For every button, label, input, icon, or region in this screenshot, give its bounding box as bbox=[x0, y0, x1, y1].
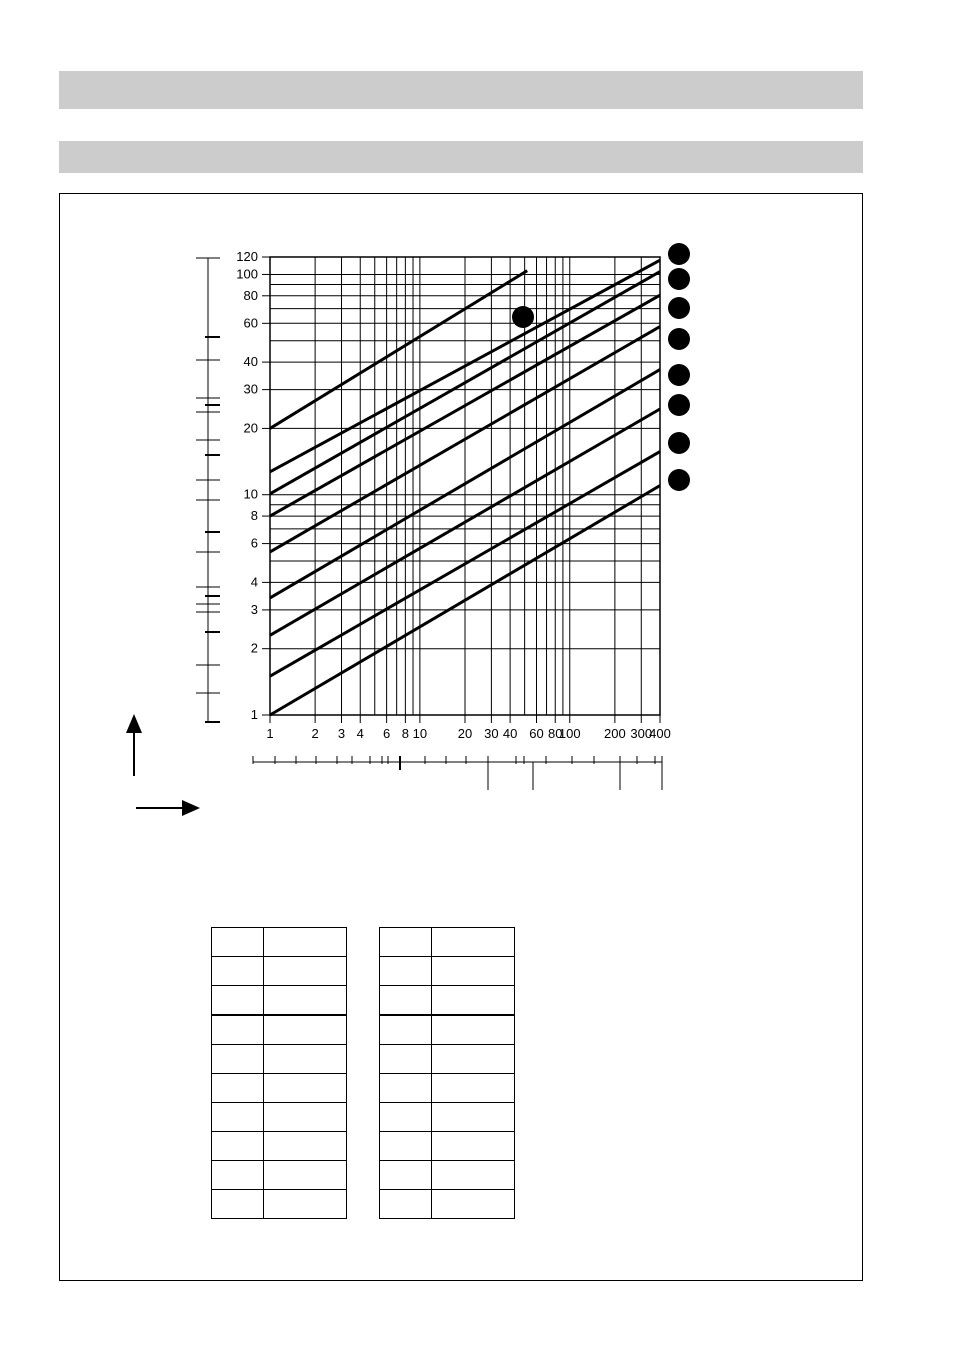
x-tick-label: 400 bbox=[649, 726, 671, 741]
x-tick-label: 1 bbox=[266, 726, 274, 741]
table-row bbox=[380, 1074, 515, 1103]
curve-marker-2 bbox=[668, 268, 690, 290]
table-row bbox=[380, 1161, 515, 1190]
table-row bbox=[212, 1045, 347, 1074]
table-cell bbox=[264, 1190, 347, 1219]
left-table bbox=[211, 927, 347, 1219]
y-tick-label: 8 bbox=[250, 508, 258, 524]
table-cell bbox=[212, 1161, 264, 1190]
x-tick-label: 100 bbox=[558, 726, 581, 741]
table-cell bbox=[264, 1074, 347, 1103]
y-tick-label: 120 bbox=[236, 249, 258, 264]
curve-marker-4 bbox=[668, 328, 690, 350]
y-tick-label: 4 bbox=[250, 574, 258, 590]
y-tick-label: 20 bbox=[243, 420, 258, 436]
y-tick-label: 3 bbox=[250, 601, 258, 617]
table-row bbox=[212, 1074, 347, 1103]
x-tick-label: 300 bbox=[630, 726, 653, 741]
table-row bbox=[212, 986, 347, 1016]
table-cell bbox=[212, 1103, 264, 1132]
table-cell bbox=[380, 1190, 432, 1219]
x-tick-label: 40 bbox=[502, 726, 518, 741]
table-row bbox=[380, 957, 515, 986]
table-cell bbox=[380, 1074, 432, 1103]
table-cell bbox=[380, 1045, 432, 1074]
y-tick-label: 80 bbox=[243, 287, 258, 303]
table-cell bbox=[264, 957, 347, 986]
table-row bbox=[380, 1103, 515, 1132]
table-row bbox=[380, 1015, 515, 1045]
table-cell bbox=[212, 986, 264, 1016]
y-axis bbox=[196, 249, 270, 722]
table-row bbox=[380, 1132, 515, 1161]
table-row bbox=[212, 928, 347, 957]
table-row bbox=[212, 1161, 347, 1190]
x-axis bbox=[253, 715, 671, 790]
x-tick-label: 3 bbox=[337, 726, 346, 741]
table-row bbox=[380, 1045, 515, 1074]
x-tick-label: 60 bbox=[529, 726, 544, 741]
x-tick-label: 10 bbox=[412, 726, 428, 741]
table-cell bbox=[380, 1103, 432, 1132]
table-cell bbox=[212, 1015, 264, 1045]
x-tick-label: 6 bbox=[383, 726, 391, 741]
table-cell bbox=[264, 928, 347, 957]
table-cell bbox=[264, 1161, 347, 1190]
table-row bbox=[212, 1103, 347, 1132]
y-tick-label: 10 bbox=[243, 486, 258, 502]
table-cell bbox=[432, 1103, 515, 1132]
table-cell bbox=[432, 1074, 515, 1103]
table-cell bbox=[380, 1132, 432, 1161]
table-row bbox=[212, 957, 347, 986]
table-cell bbox=[212, 957, 264, 986]
y-tick-label: 100 bbox=[236, 266, 258, 282]
x-tick-label: 4 bbox=[356, 726, 364, 741]
table-row bbox=[380, 1190, 515, 1219]
table-row bbox=[212, 1132, 347, 1161]
table-cell bbox=[264, 1045, 347, 1074]
table-cell bbox=[432, 1161, 515, 1190]
table-row bbox=[212, 1190, 347, 1219]
table-row bbox=[380, 986, 515, 1016]
table-cell bbox=[212, 928, 264, 957]
table-cell bbox=[432, 1015, 515, 1045]
table-row bbox=[212, 1015, 347, 1045]
table-cell bbox=[212, 1074, 264, 1103]
series-line-1 bbox=[270, 271, 527, 429]
table-cell bbox=[432, 1045, 515, 1074]
table-cell bbox=[432, 957, 515, 986]
axis-arrows bbox=[126, 714, 200, 816]
curve-marker-3 bbox=[668, 297, 690, 319]
x-tick-label: 8 bbox=[401, 726, 409, 741]
table-cell bbox=[432, 928, 515, 957]
table-cell bbox=[432, 1132, 515, 1161]
curve-marker-5 bbox=[668, 364, 690, 386]
table-cell bbox=[212, 1132, 264, 1161]
table-cell bbox=[432, 1190, 515, 1219]
y-tick-label: 1 bbox=[250, 707, 258, 722]
table-cell bbox=[432, 986, 515, 1016]
table-row bbox=[380, 928, 515, 957]
curve-marker-7 bbox=[668, 432, 690, 454]
table-cell bbox=[264, 1103, 347, 1132]
x-tick-label: 30 bbox=[484, 726, 499, 741]
curve-marker-1 bbox=[668, 243, 690, 265]
table-cell bbox=[380, 928, 432, 957]
y-tick-label: 2 bbox=[250, 640, 258, 656]
table-cell bbox=[264, 1015, 347, 1045]
y-tick-label: 40 bbox=[243, 354, 258, 370]
x-tick-label: 2 bbox=[311, 726, 319, 741]
right-table bbox=[379, 927, 515, 1219]
table-cell bbox=[212, 1190, 264, 1219]
table-cell bbox=[380, 1161, 432, 1190]
y-tick-label: 30 bbox=[243, 381, 258, 397]
table-cell bbox=[380, 986, 432, 1016]
table-cell bbox=[264, 1132, 347, 1161]
y-tick-label: 6 bbox=[250, 535, 258, 551]
table-cell bbox=[212, 1045, 264, 1074]
y-tick-label: 60 bbox=[243, 315, 258, 331]
curve-marker-6 bbox=[668, 394, 690, 416]
table-cell bbox=[380, 1015, 432, 1045]
table-cell bbox=[264, 986, 347, 1016]
curve-marker-9 bbox=[512, 306, 534, 328]
y-arrow-head bbox=[126, 714, 142, 733]
x-tick-label: 80 bbox=[548, 726, 563, 741]
x-tick-label: 200 bbox=[604, 726, 626, 741]
x-tick-label: 20 bbox=[457, 726, 473, 741]
x-arrow-head bbox=[182, 800, 200, 816]
curve-marker-8 bbox=[668, 469, 690, 491]
curve-markers bbox=[512, 243, 690, 491]
table-cell bbox=[380, 957, 432, 986]
